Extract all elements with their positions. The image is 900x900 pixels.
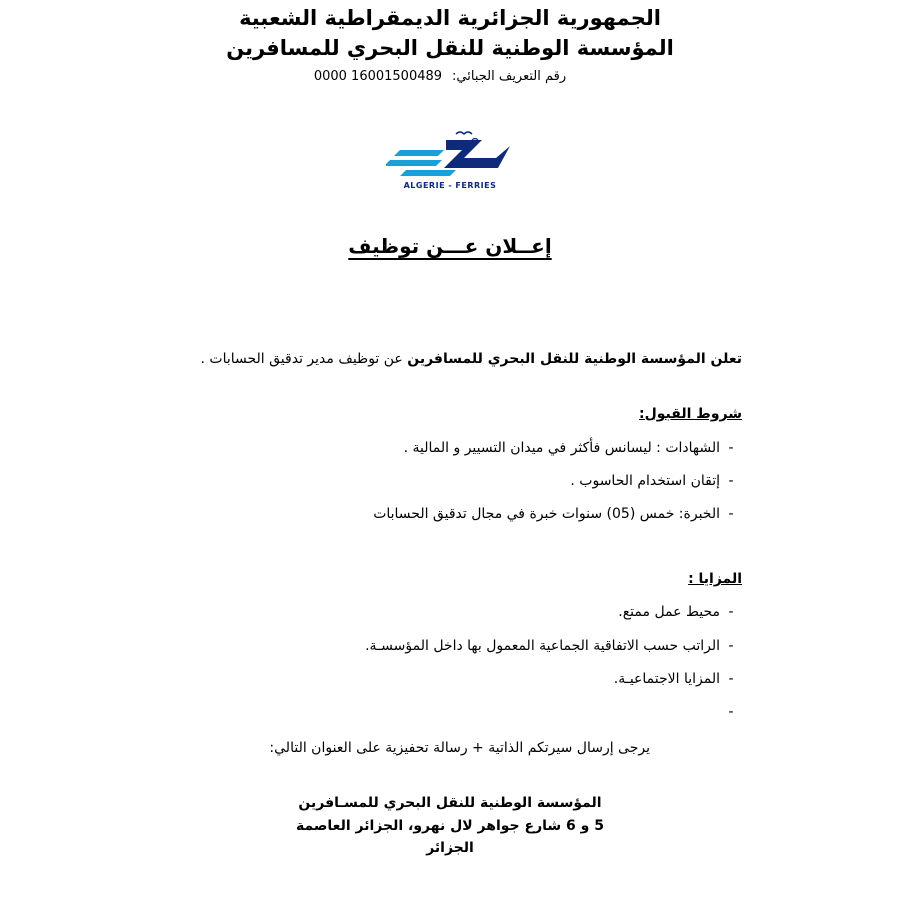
intro-rest: عن توظيف مدير تدقيق الحسابات . xyxy=(200,351,408,367)
list-dash: - xyxy=(728,440,734,456)
conditions-heading: شروط القبول: xyxy=(639,406,742,422)
list-dash: - xyxy=(728,604,734,620)
benefit-item xyxy=(182,704,742,720)
application-request: يرجى إرسال سيرتكم الذاتية + رسالة تحفيزية على العنوان التالي: xyxy=(269,740,650,756)
republic-heading: الجمهورية الجزائرية الديمقراطية الشعبية xyxy=(239,6,661,30)
address-line-company: المؤسسة الوطنية للنقل البحري للمسـافرين xyxy=(298,795,602,811)
benefit-item xyxy=(182,638,742,654)
list-dash: - xyxy=(728,506,734,522)
announcement-title xyxy=(0,234,900,258)
list-dash: - xyxy=(728,473,734,489)
condition-item xyxy=(182,440,742,456)
logo-text: ALGERIE - FERRIES xyxy=(403,181,497,190)
benefit-item xyxy=(182,604,742,620)
algerie-ferries-logo xyxy=(386,128,514,194)
condition-item xyxy=(182,506,742,522)
tax-id-line xyxy=(300,69,580,84)
list-dash: - xyxy=(728,704,734,720)
benefits-heading: المزايا : xyxy=(688,571,742,587)
condition-text: إتقان استخدام الحاسوب . xyxy=(570,473,720,489)
condition-item xyxy=(182,473,742,489)
condition-text: الخبرة: خمس (05) سنوات خبرة في مجال تدقيق الحسابات xyxy=(373,506,720,522)
condition-text: الشهادات : ليسانس فأكثر في ميدان التسيير و المالية . xyxy=(403,440,720,456)
benefit-text: الراتب حسب الاتفاقية الجماعية المعمول بها داخل المؤسسـة. xyxy=(365,638,720,654)
intro-paragraph xyxy=(182,351,742,367)
list-dash: - xyxy=(728,638,734,654)
benefit-text xyxy=(182,704,720,720)
company-heading: المؤسسة الوطنية للنقل البحري للمسافرين xyxy=(226,36,674,60)
intro-company: تعلن المؤسسة الوطنية للنقل البحري للمسافرين xyxy=(407,351,742,367)
tax-id-value: 0000 16001500489 xyxy=(313,69,443,84)
list-dash: - xyxy=(728,671,734,687)
address-line-city: الجزائر xyxy=(426,840,474,856)
tax-id-label: رقم التعريف الجبائي: xyxy=(452,69,567,84)
benefit-item xyxy=(182,671,742,687)
address-line-street: 5 و 6 شارع جواهر لال نهرو، الجزائر العاصمة xyxy=(296,818,604,834)
benefit-text: المزايا الاجتماعيـة. xyxy=(613,671,720,687)
benefit-text: محيط عمل ممتع. xyxy=(618,604,720,620)
announcement-title-text: إعــلان عـــن توظيف xyxy=(348,234,552,258)
